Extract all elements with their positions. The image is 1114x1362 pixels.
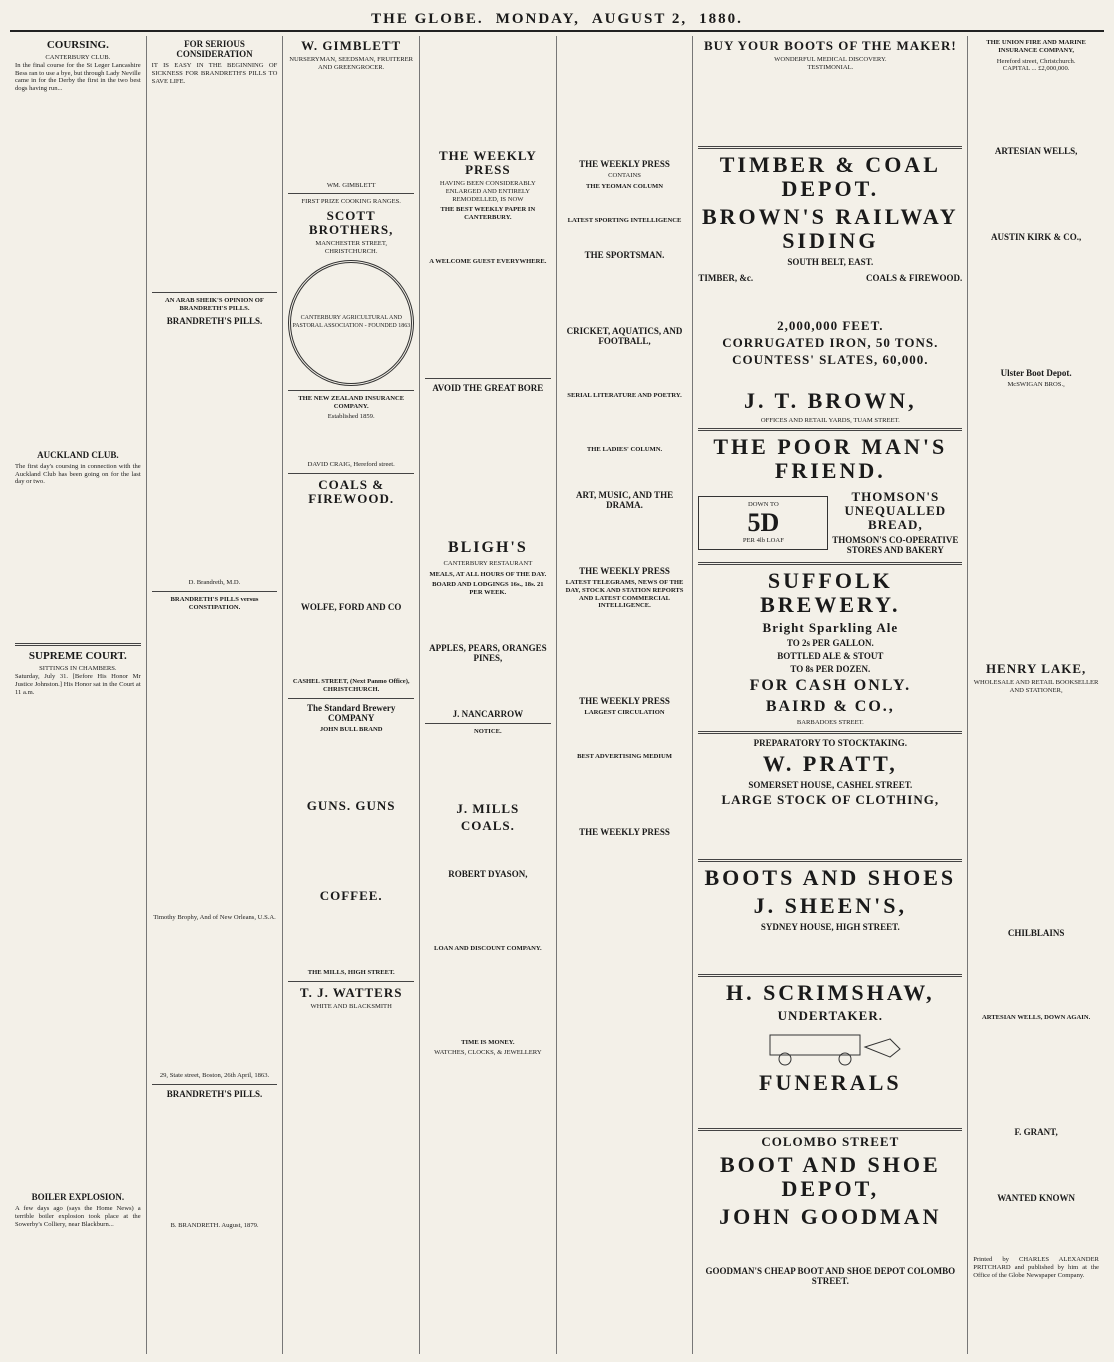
baird-address: BARBADOES STREET. <box>796 719 864 727</box>
boiler-article: A few days ago (says the Home News) a terrible boiler explosion took place at the Sowerby's Colliery, near Blackburn... <box>15 1205 141 1228</box>
issue-day: MONDAY, <box>495 10 580 27</box>
spacer <box>973 389 1099 659</box>
best-advertising: BEST ADVERTISING MEDIUM <box>577 752 672 760</box>
watters-heading: T. J. WATTERS <box>299 985 403 1001</box>
insurance-agent: DAVID CRAIG, Hereford street. <box>307 461 395 469</box>
south-belt: SOUTH BELT, EAST. <box>787 256 874 267</box>
union-capital: CAPITAL ... £2,000,000. <box>1002 65 1070 73</box>
jt-brown-heading: J. T. BROWN, <box>743 387 917 413</box>
thomson-stores: THOMSON'S CO-OPERATIVE STORES AND BAKERY <box>832 535 959 556</box>
funerals-heading: FUNERALS <box>759 1070 902 1096</box>
cash-only: FOR CASH ONLY. <box>749 677 912 695</box>
price-badge <box>698 496 828 550</box>
brandreth-text-5 <box>152 1102 278 1222</box>
divider <box>288 981 414 982</box>
spacer <box>562 513 688 563</box>
weekly-press-heading-4: THE WEEKLY PRESS <box>579 826 670 837</box>
henry-lake-subhead: WHOLESALE AND RETAIL BOOKSELLER AND STATIONER, <box>973 678 1099 694</box>
constipation-heading: BRANDRETH'S PILLS versus CONSTIPATION. <box>170 595 259 611</box>
column-4 <box>420 36 557 1354</box>
buy-boots-heading: BUY YOUR BOOTS OF THE MAKER! <box>703 38 957 53</box>
boots-shoes-heading: BOOTS AND SHOES <box>704 865 957 891</box>
gimblett-text <box>288 72 414 182</box>
divider <box>152 591 278 592</box>
divider <box>152 292 278 293</box>
serious-consideration-heading: FOR SERIOUS CONSIDERATION <box>176 39 253 59</box>
spacer <box>425 666 551 706</box>
divider <box>425 723 551 724</box>
divider <box>698 859 962 862</box>
stocktaking-heading: PREPARATORY TO STOCKTAKING. <box>753 738 908 749</box>
scott-brothers-heading: SCOTT BROTHERS, <box>308 208 394 238</box>
boston-address: 29, State street, Boston, 26th April, 1863. <box>159 1072 270 1080</box>
yeoman-column: THE YEOMAN COLUMN <box>585 182 664 190</box>
coursing-text-block <box>15 107 141 447</box>
artesian-down-again: ARTESIAN WELLS, DOWN AGAIN. <box>981 1013 1091 1021</box>
spacer <box>425 739 551 799</box>
per-loaf-label: PER 4lb LOAF <box>742 536 784 544</box>
telegrams-line: LATEST TELEGRAMS, NEWS OF THE DAY, STOCK AND STATION REPORTS AND LATEST COMMERCIAL INTELLIGENCE. <box>565 578 684 610</box>
spacer <box>973 73 1099 143</box>
divider <box>288 193 414 194</box>
artesian-wells-heading: ARTESIAN WELLS, <box>994 146 1078 157</box>
henry-lake-heading: HENRY LAKE, <box>985 660 1087 676</box>
spacer <box>562 36 688 156</box>
coursing-article-cont <box>15 96 141 104</box>
auckland-text-block <box>15 489 141 639</box>
loan-discount-heading: LOAN AND DISCOUNT COMPANY. <box>434 944 542 952</box>
spacer <box>425 225 551 255</box>
spacer <box>698 935 962 970</box>
guns-heading: GUNS. GUNS <box>306 798 396 814</box>
chilblains-heading: CHILBLAINS <box>1007 927 1065 938</box>
divider <box>698 1128 962 1131</box>
brewery-text <box>288 736 414 796</box>
brandreth-text-1 <box>152 88 278 288</box>
spacer <box>562 457 688 487</box>
weekly-press-heading-3: THE WEEKLY PRESS <box>579 696 670 707</box>
price-value: 5D <box>747 507 780 537</box>
weekly-press-subhead: HAVING BEEN CONSIDERABLY ENLARGED AND ENTIRELY REMODELLED, IS NOW <box>439 180 536 203</box>
poor-mans-friend: THE POOR MAN'S FRIEND. <box>713 434 948 484</box>
watches-subhead: WATCHES, CLOCKS, & JEWELLERY <box>434 1049 542 1057</box>
austin-kirk-heading: AUSTIN KIRK & CO., <box>990 232 1082 243</box>
spacer <box>698 810 962 855</box>
weekly-press-heading-2: THE WEEKLY PRESS <box>579 565 670 576</box>
serial-literature: SERIAL LITERATURE AND POETRY. <box>567 392 682 400</box>
auckland-article: The first day's coursing in connection with the Auckland Club has been going on for the last day or two. <box>15 462 141 486</box>
spacer <box>562 764 688 824</box>
hearse-icon <box>750 1027 910 1067</box>
signature-august: B. BRANDRETH. August, 1879. <box>170 1221 259 1229</box>
paper-title: THE GLOBE. <box>371 10 484 27</box>
bottled-price: TO 8s PER DOZEN. <box>790 664 871 675</box>
slates-line: COUNTESS' SLATES, 60,000. <box>732 351 929 367</box>
spacer <box>698 370 962 385</box>
spacer <box>698 286 962 316</box>
colombo-street-heading: COLOMBO STREET <box>761 1134 900 1150</box>
spacer <box>425 956 551 1036</box>
welcome-guest: A WELCOME GUEST EVERYWHERE. <box>429 257 547 265</box>
coals-text <box>288 509 414 599</box>
divider <box>288 698 414 699</box>
spacer <box>973 1024 1099 1124</box>
column-3 <box>283 36 420 1354</box>
thomson-bread: THOMSON'S UNEQUALLED BREAD, <box>844 489 947 533</box>
brandreth-intro: IT IS EASY IN THE BEGINNING OF SICKNESS FOR BRANDRETH'S PILLS TO SAVE LIFE. <box>151 62 278 85</box>
board-line: BOARD AND LODGINGS 16s., 18s. 21 PER WEEK. <box>432 581 544 597</box>
browns-siding-heading: BROWN'S RAILWAY SIDING <box>701 203 959 253</box>
boot-depot-heading: BOOT AND SHOE DEPOT, <box>719 1152 941 1202</box>
medical-discovery: WONDERFUL MEDICAL DISCOVERY. <box>774 56 887 63</box>
chambers-subhead: SITTINGS IN CHAMBERS. <box>39 665 117 673</box>
divider <box>152 1084 278 1085</box>
bottled-ale: BOTTLED ALE & STOUT <box>777 651 884 662</box>
timber-coal-heading: TIMBER & COAL DEPOT. <box>719 151 941 201</box>
spacer <box>973 1140 1099 1190</box>
goodman-footer: GOODMAN'S CHEAP BOOT AND SHOE DEPOT COLOMBO STREET. <box>705 1266 956 1287</box>
coals-firewood-heading: COALS & FIREWOOD. <box>308 476 395 506</box>
spacer <box>425 882 551 942</box>
brandreth-text-2 <box>152 329 278 579</box>
divider <box>288 473 414 474</box>
union-address: Hereford street, Christchurch. <box>996 57 1076 65</box>
cashel-street-heading: CASHEL STREET, (Next Panmo Office), CHRISTCHURCH. <box>292 677 410 693</box>
time-money-heading: TIME IS MONEY. <box>461 1038 515 1046</box>
mills-heading: THE MILLS, HIGH STREET. <box>307 969 395 977</box>
ale-price: TO 2s PER GALLON. <box>786 638 874 649</box>
cricket-aquatics: CRICKET, AQUATICS, AND FOOTBALL, <box>566 326 683 347</box>
insurance-established: Established 1859. <box>327 413 375 421</box>
guns-text <box>288 816 414 886</box>
clothing-line: LARGE STOCK OF CLOTHING, <box>721 792 940 808</box>
imprint: Printed by CHARLES ALEXANDER PRITCHARD and published by him at the Office of the Globe Newspaper Company. <box>973 1256 1099 1279</box>
association-seal-icon <box>288 260 414 386</box>
fruit-heading: APPLES, PEARS, ORANGES PINES, <box>429 642 547 663</box>
brandreth-text-4 <box>152 922 278 1072</box>
divider <box>698 428 962 431</box>
divider <box>288 390 414 391</box>
scott-address: MANCHESTER STREET, CHRISTCHURCH. <box>315 240 388 255</box>
sheens-heading: J. SHEEN'S, <box>753 893 908 919</box>
column-8 <box>968 36 1104 1354</box>
sportsman: THE SPORTSMAN. <box>584 250 665 261</box>
coffee-heading: COFFEE. <box>319 888 383 904</box>
bore-text <box>425 396 551 536</box>
coursing-article: In the final course for the St Leger Lancashire Bess ran to use a bye, but through Lady Neville came in for the Derby the first in the two best dogs having run... <box>15 61 141 93</box>
signature-brophy: Timothy Brophy, And of New Orleans, U.S.A. <box>153 914 276 922</box>
canterbury-club-subhead: CANTERBURY CLUB. <box>45 54 111 61</box>
wolfe-ford-heading: WOLFE, FORD AND CO <box>300 601 402 612</box>
divider <box>698 731 962 734</box>
baird-heading: BAIRD & CO., <box>765 698 895 716</box>
pratt-heading: W. PRATT, <box>762 751 898 777</box>
divider <box>698 974 962 977</box>
meals-line: MEALS, AT ALL HOURS OF THE DAY. <box>429 570 547 578</box>
spacer <box>973 159 1099 229</box>
scrimshaw-heading: H. SCRIMSHAW, <box>725 980 935 1006</box>
spacer <box>973 1206 1099 1256</box>
column-6-7 <box>693 36 968 1354</box>
watters-subhead: WHITE AND BLACKSMITH <box>310 1003 392 1011</box>
brandreth-pills-heading-2: BRANDRETH'S PILLS. <box>166 1088 263 1099</box>
divider <box>425 378 551 379</box>
seal-text: CANTERBURY AGRICULTURAL AND PASTORAL ASSOCIATION - FOUNDED 1863 <box>292 314 411 329</box>
suffolk-brewery-heading: SUFFOLK BREWERY. <box>760 568 901 618</box>
arab-sheik-heading: AN ARAB SHEIK'S OPINION OF BRANDRETH'S PILLS. <box>165 297 264 313</box>
issue-date: AUGUST 2, <box>591 10 688 27</box>
somerset-house: SOMERSET HOUSE, CASHEL STREET. <box>748 780 913 791</box>
undertaker-label: UNDERTAKER. <box>777 1008 883 1024</box>
mcswigan-subhead: McSWIGAN BROS., <box>1007 381 1065 389</box>
nancarrow-heading: J. NANCARROW <box>452 708 524 719</box>
issue-year: 1880. <box>699 10 743 27</box>
largest-circulation: LARGEST CIRCULATION <box>584 709 665 717</box>
coals-label: COALS & FIREWOOD. <box>866 272 963 283</box>
coursing-heading: COURSING. <box>46 39 109 51</box>
divider <box>698 562 962 565</box>
gimblett-signature: WM. GIMBLETT <box>326 181 376 189</box>
iron-line: CORRUGATED IRON, 50 TONS. <box>722 334 939 350</box>
column-1 <box>10 36 147 1354</box>
spacer <box>425 600 551 640</box>
testimonial-label: TESTIMONIAL. <box>807 63 854 71</box>
wanted-known-heading: WANTED KNOWN <box>997 1193 1075 1204</box>
masthead <box>10 8 1104 32</box>
blighs-heading: BLIGH'S <box>447 538 528 556</box>
brandreth-pills-heading-1: BRANDRETH'S PILLS. <box>166 315 263 326</box>
gimblett-subhead: NURSERYMAN, SEEDSMAN, FRUITERER AND GREENGROCER. <box>289 56 414 71</box>
notice-heading: NOTICE. <box>474 727 502 735</box>
art-music-drama: ART, MUSIC, AND THE DRAMA. <box>575 489 674 510</box>
goodman-heading: JOHN GOODMAN <box>719 1204 942 1230</box>
mills-heading: J. MILLS <box>456 800 520 816</box>
spacer <box>698 72 962 142</box>
columns <box>10 36 1104 1354</box>
brandreth-text-3 <box>152 614 278 914</box>
feet-line: 2,000,000 FEET. <box>777 317 884 333</box>
spacer <box>973 695 1099 925</box>
contains-label: CONTAINS <box>608 172 641 179</box>
coals-heading: COALS. <box>460 817 515 833</box>
insurance-text <box>288 421 414 461</box>
column-2 <box>147 36 284 1354</box>
spacer <box>973 941 1099 1011</box>
spacer <box>698 1233 962 1263</box>
signature-brandreth: D. Brandreth, M.D. <box>188 578 241 586</box>
jt-brown-address: OFFICES AND RETAIL YARDS, TUAM STREET. <box>760 416 900 424</box>
dyason-heading: ROBERT DYASON, <box>448 868 528 879</box>
avoid-great-bore-heading: AVOID THE GREAT BORE <box>432 382 544 393</box>
spacer <box>562 349 688 389</box>
spacer <box>698 1099 962 1124</box>
blighs-subhead: CANTERBURY RESTAURANT <box>443 559 533 567</box>
ulster-boot-heading: Ulster Boot Depot. <box>1000 368 1072 379</box>
supreme-court-heading: SUPREME COURT. <box>28 650 127 663</box>
grant-heading: F. GRANT, <box>1014 1127 1058 1138</box>
sporting-intelligence: LATEST SPORTING INTELLIGENCE <box>567 216 682 224</box>
best-weekly-paper: THE BEST WEEKLY PAPER IN CANTERBURY. <box>440 206 536 222</box>
down-to-label: DOWN TO <box>748 501 779 509</box>
ladies-column: THE LADIES' COLUMN. <box>586 446 663 454</box>
spacer <box>562 194 688 214</box>
union-insurance-heading: THE UNION FIRE AND MARINE INSURANCE COMPANY, <box>986 39 1086 54</box>
column-5 <box>557 36 694 1354</box>
spacer <box>562 403 688 443</box>
spacer <box>562 227 688 247</box>
standard-brewery-heading: The Standard Brewery COMPANY <box>307 702 396 723</box>
court-text-block <box>15 699 141 1189</box>
sparkling-ale: Bright Sparkling Ale <box>762 620 899 636</box>
spacer <box>425 36 551 146</box>
wolfe-text <box>288 615 414 675</box>
sydney-house: SYDNEY HOUSE, HIGH STREET. <box>760 922 900 933</box>
coffee-text <box>288 906 414 966</box>
weekly-press-contents-heading: THE WEEKLY PRESS <box>579 159 670 169</box>
spacer <box>562 613 688 693</box>
timber-label: TIMBER, &c. <box>698 272 754 283</box>
auckland-club-heading: AUCKLAND CLUB. <box>37 449 119 460</box>
spacer <box>562 263 688 323</box>
court-article: Saturday, July 31. [Before His Honor Mr Justice Johnston.] His Honor sat in the Court at 11 a.m. <box>15 672 141 696</box>
spacer <box>562 720 688 750</box>
cooking-ranges-banner: FIRST PRIZE COOKING RANGES. <box>301 198 401 206</box>
divider <box>698 146 962 149</box>
spacer <box>973 245 1099 365</box>
gimblett-heading: W. GIMBLETT <box>301 38 402 53</box>
spacer <box>425 836 551 866</box>
boiler-explosion-heading: BOILER EXPLOSION. <box>31 1192 125 1203</box>
spacer <box>425 269 551 374</box>
weekly-press-heading: THE WEEKLY PRESS <box>438 148 537 177</box>
divider <box>15 643 141 646</box>
john-bull-heading: JOHN BULL BRAND <box>319 725 383 733</box>
nz-insurance-heading: THE NEW ZEALAND INSURANCE COMPANY. <box>298 394 405 410</box>
